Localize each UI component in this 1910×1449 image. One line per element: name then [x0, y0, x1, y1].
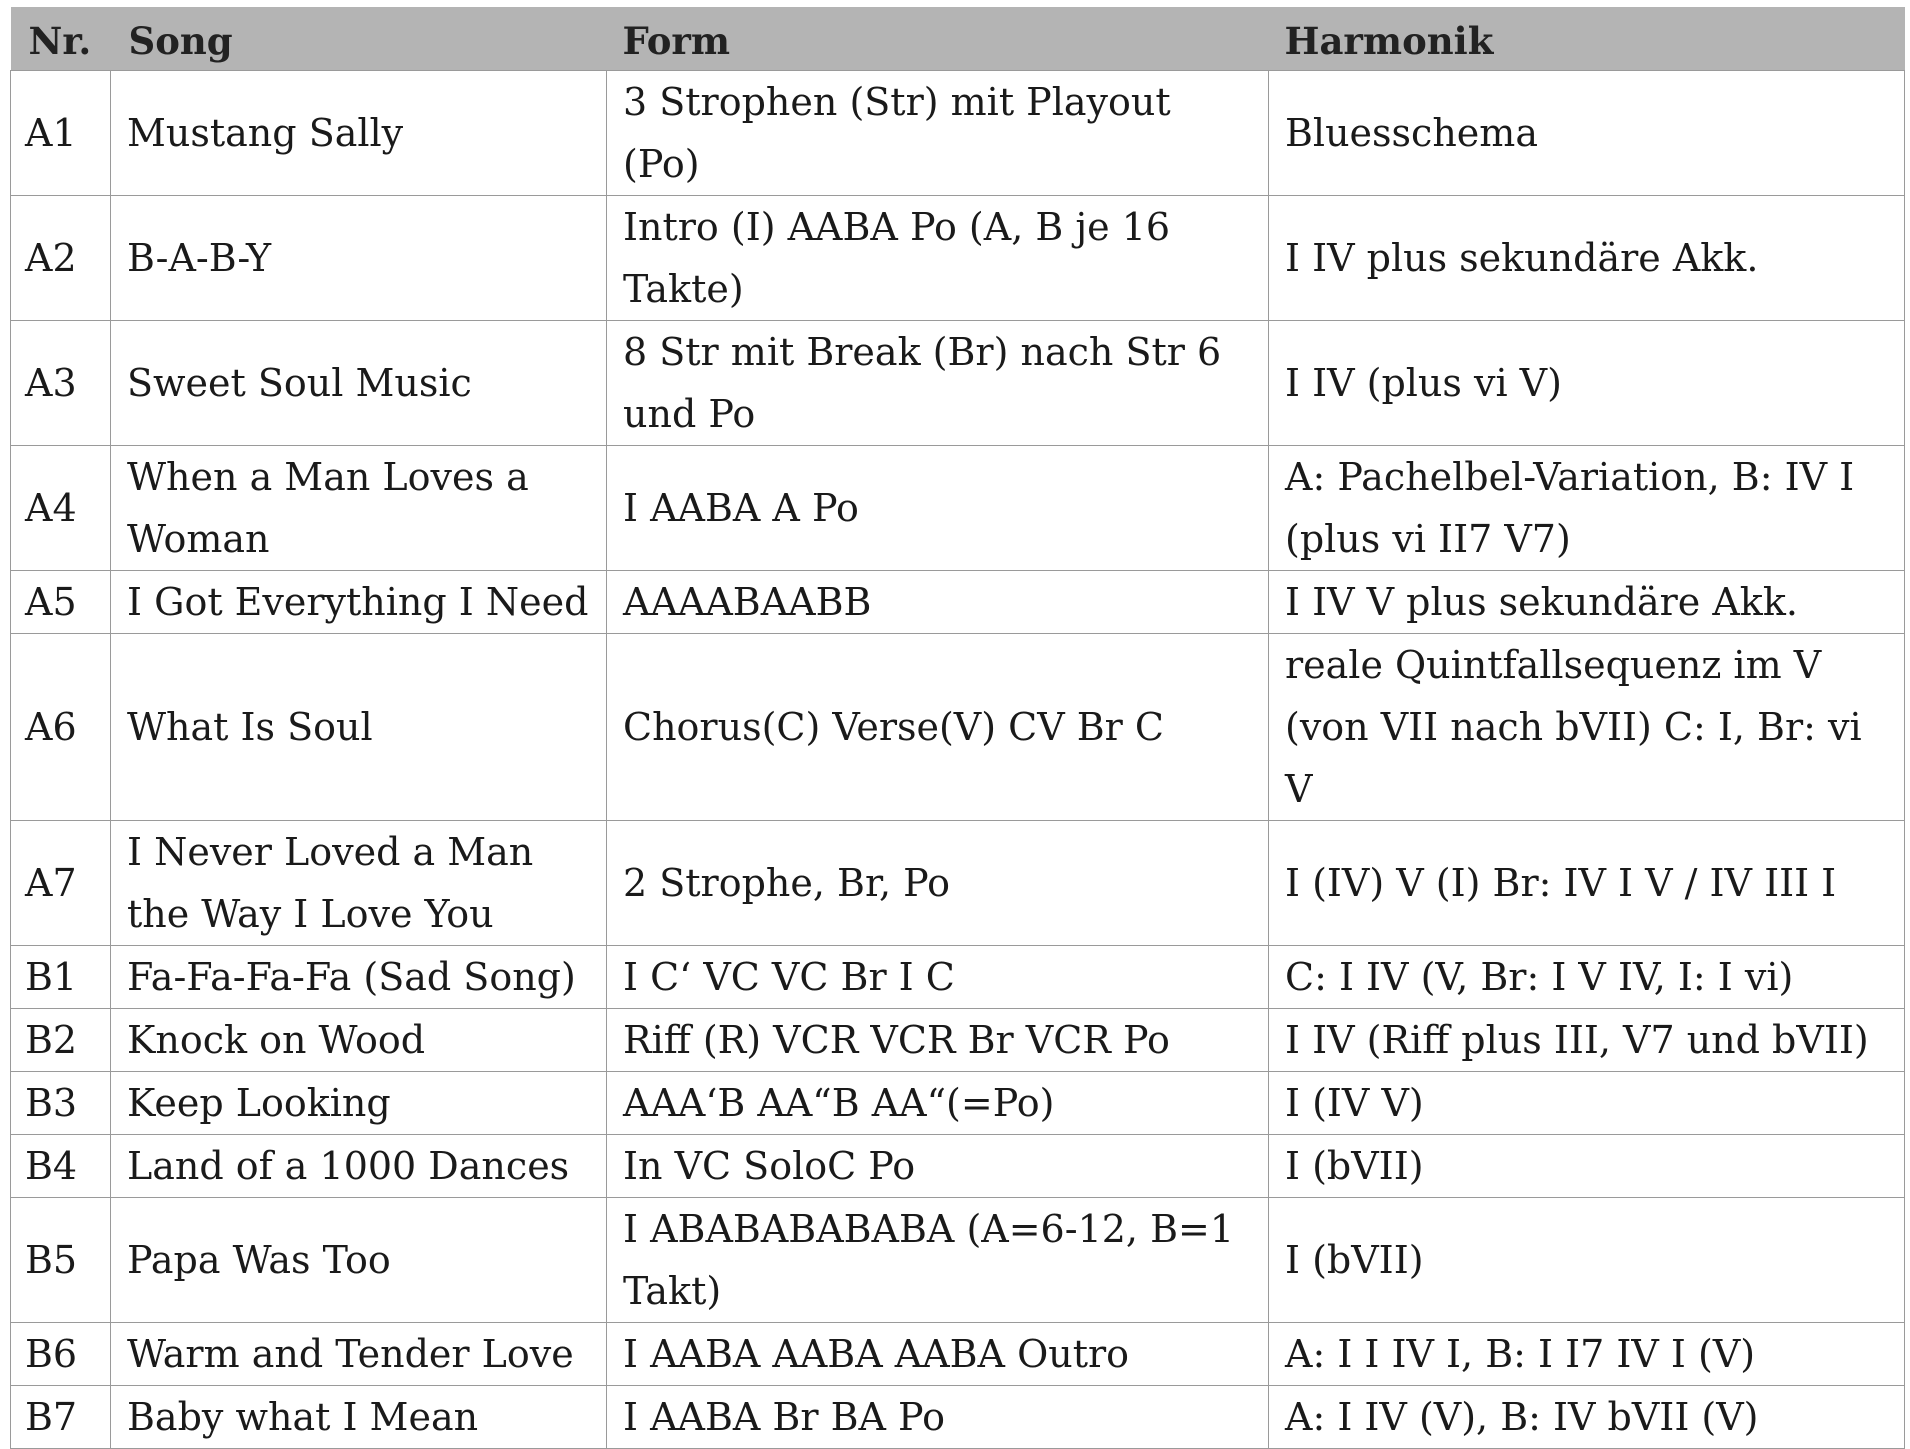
cell-nr: B1 [11, 945, 111, 1008]
cell-form: I AABA AABA AABA Outro [607, 1322, 1269, 1385]
cell-nr: A2 [11, 195, 111, 320]
cell-nr: A5 [11, 570, 111, 633]
table-row [11, 70, 1905, 195]
cell-nr: B6 [11, 1322, 111, 1385]
cell-harmonik: I IV (plus vi V) [1269, 320, 1905, 445]
cell-song: I Got Everything I Need [111, 570, 607, 633]
cell-form: AAA‘B AA“B AA“(=Po) [607, 1071, 1269, 1134]
table-header [11, 7, 1905, 70]
cell-form: Chorus(C) Verse(V) CV Br C [607, 633, 1269, 820]
cell-nr: A7 [11, 820, 111, 945]
cell-song: Baby what I Mean [111, 1385, 607, 1448]
table-row [11, 570, 1905, 633]
table-row [11, 945, 1905, 1008]
header-harmonik: Harmonik [1284, 19, 1494, 64]
cell-song: Sweet Soul Music [111, 320, 607, 445]
cell-harmonik: I IV plus sekundäre Akk. [1269, 195, 1905, 320]
table-row [11, 445, 1905, 570]
cell-harmonik: A: I I IV I, B: I I7 IV I (V) [1269, 1322, 1905, 1385]
table-body [11, 70, 1905, 1448]
cell-song: B-A-B-Y [111, 195, 607, 320]
table-row [11, 820, 1905, 945]
cell-harmonik: Bluesschema [1269, 70, 1905, 195]
header-row [11, 7, 1905, 70]
table-row [11, 1197, 1905, 1322]
song-analysis-table-container [10, 7, 1904, 1449]
table-row [11, 195, 1905, 320]
cell-form: 8 Str mit Break (Br) nach Str 6 und Po [607, 320, 1269, 445]
cell-harmonik: I (bVII) [1269, 1197, 1905, 1322]
header-form: Form [622, 19, 731, 64]
table-row [11, 1385, 1905, 1448]
cell-song: I Never Loved a Man the Way I Love You [111, 820, 607, 945]
cell-harmonik: I IV V plus sekundäre Akk. [1269, 570, 1905, 633]
cell-harmonik: I (bVII) [1269, 1134, 1905, 1197]
cell-nr: B3 [11, 1071, 111, 1134]
cell-harmonik: I IV (Riff plus III, V7 und bVII) [1269, 1008, 1905, 1071]
cell-nr: A3 [11, 320, 111, 445]
table-row [11, 1008, 1905, 1071]
cell-form: Intro (I) AABA Po (A, B je 16 Takte) [607, 195, 1269, 320]
cell-song: Warm and Tender Love [111, 1322, 607, 1385]
cell-song: What Is Soul [111, 633, 607, 820]
cell-form: I ABABABABABA (A=6-12, B=1 Takt) [607, 1197, 1269, 1322]
cell-nr: B4 [11, 1134, 111, 1197]
cell-song: Knock on Wood [111, 1008, 607, 1071]
cell-form: AAAABAABB [607, 570, 1269, 633]
cell-song: Keep Looking [111, 1071, 607, 1134]
cell-harmonik: A: Pachelbel-Variation, B: IV I (plus vi II7 V7) [1269, 445, 1905, 570]
cell-nr: A6 [11, 633, 111, 820]
table-row [11, 1134, 1905, 1197]
cell-song: Papa Was Too [111, 1197, 607, 1322]
cell-harmonik: C: I IV (V, Br: I V IV, I: I vi) [1269, 945, 1905, 1008]
cell-form: 3 Strophen (Str) mit Playout (Po) [607, 70, 1269, 195]
song-analysis-table [10, 7, 1905, 1449]
table-row [11, 1322, 1905, 1385]
cell-form: I AABA Br BA Po [607, 1385, 1269, 1448]
cell-form: 2 Strophe, Br, Po [607, 820, 1269, 945]
cell-harmonik: I (IV) V (I) Br: IV I V / IV III I [1269, 820, 1905, 945]
table-row [11, 1071, 1905, 1134]
cell-harmonik: A: I IV (V), B: IV bVII (V) [1269, 1385, 1905, 1448]
cell-nr: B2 [11, 1008, 111, 1071]
cell-harmonik: reale Quintfallsequenz im V (von VII nach bVII) C: I, Br: vi V [1269, 633, 1905, 820]
cell-nr: B7 [11, 1385, 111, 1448]
cell-form: In VC SoloC Po [607, 1134, 1269, 1197]
cell-form: Riff (R) VCR VCR Br VCR Po [607, 1008, 1269, 1071]
header-song: Song [128, 19, 233, 64]
cell-form: I AABA A Po [607, 445, 1269, 570]
header-nr: Nr. [28, 19, 92, 64]
cell-song: Mustang Sally [111, 70, 607, 195]
cell-song: Fa-Fa-Fa-Fa (Sad Song) [111, 945, 607, 1008]
cell-harmonik: I (IV V) [1269, 1071, 1905, 1134]
cell-nr: A4 [11, 445, 111, 570]
cell-song: When a Man Loves a Woman [111, 445, 607, 570]
cell-nr: A1 [11, 70, 111, 195]
table-row [11, 320, 1905, 445]
cell-song: Land of a 1000 Dances [111, 1134, 607, 1197]
table-row [11, 633, 1905, 820]
cell-form: I C‘ VC VC Br I C [607, 945, 1269, 1008]
cell-nr: B5 [11, 1197, 111, 1322]
